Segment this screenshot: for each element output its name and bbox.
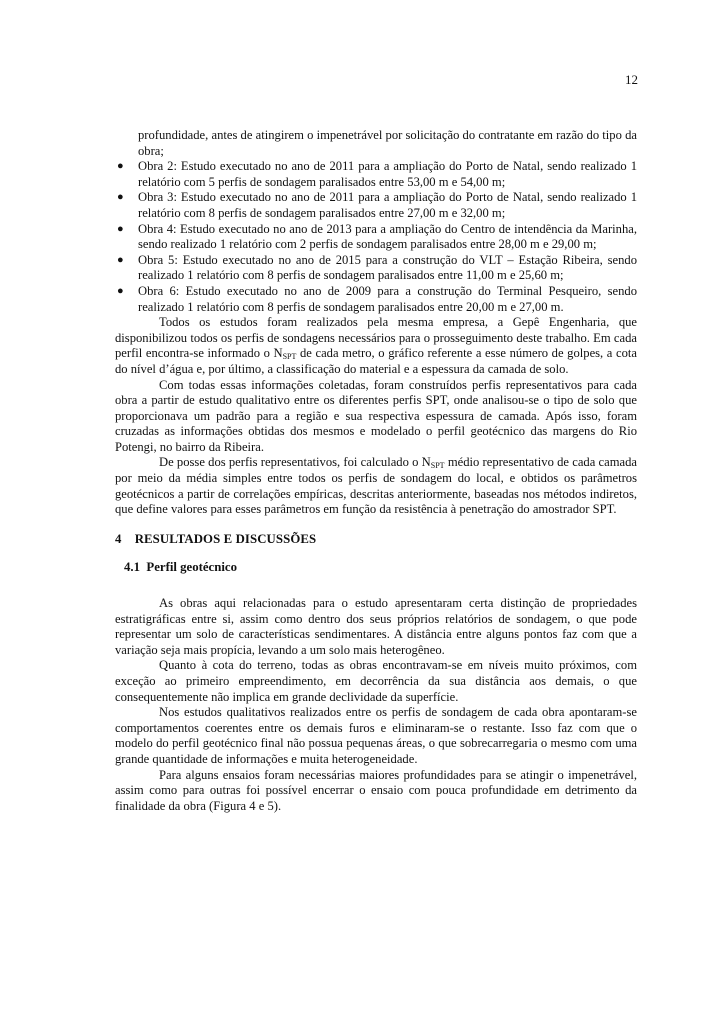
list-item (115, 253, 637, 284)
bullet-icon: ● (117, 253, 124, 266)
list-item-text: Obra 5: Estudo executado no ano de 2015 para a construção do VLT – Estação Ribeira, sendo realizado 1 relatório com 8 perfis de sondagem paralisados entre 11,00 m e 25,60 m; (138, 252, 637, 283)
bullet-icon: ● (117, 284, 124, 297)
paragraph-text: Todos os estudos foram realizados pela mesma empresa, a Gepê Engenharia, que disponibilizou todos os perfis de sondagens necessários para o prosseguimento deste trabalho. Em cada perfil encontra-se informado o N (115, 315, 637, 361)
paragraph-obras: As obras aqui relacionadas para o estudo apresentaram certa distinção de propriedades estratigráficas entre si, assim como dentro dos seus próprios relatórios de sondagem, o que pode representar um solo de características sendimentares. A distância entre alguns pontos faz com que a variação seja mais propícia, levando a um solo mais heterogêneo. (115, 596, 637, 657)
section-heading: 4 RESULTADOS E DISCUSSÕES (115, 531, 317, 546)
paragraph-nspt (115, 455, 637, 517)
bullet-icon: ● (117, 191, 124, 204)
paragraph-text: De posse dos perfis representativos, foi calculado o N (159, 455, 431, 470)
list-item (115, 190, 637, 221)
paragraph-empresa (115, 315, 637, 377)
list-item (115, 222, 637, 253)
list-item-text: Obra 4: Estudo executado no ano de 2013 para a ampliação do Centro de intendência da Marinha, sendo realizado 1 relatório com 2 perfis de sondagem paralisados entre 28,00 m e 29,00 m; (138, 221, 637, 252)
page-content (115, 128, 637, 814)
obras-list (115, 128, 637, 315)
paragraph-text: de cada metro, o gráfico referente a esse número de golpes, a cota do nível d’água e, por último, a classificação do material e a espessura da camada de solo. (115, 346, 637, 376)
subsection-heading: 4.1 Perfil geotécnico (124, 560, 237, 575)
list-item-text: Obra 3: Estudo executado no ano de 2011 para a ampliação do Porto de Natal, sendo realizado 1 relatório com 8 perfis de sondagem paralisados entre 27,00 m e 32,00 m; (138, 190, 637, 220)
list-continuation (115, 128, 637, 159)
bullet-icon: ● (117, 160, 124, 173)
paragraph-qualitativos: Nos estudos qualitativos realizados entre os perfis de sondagem de cada obra apontaram-se comportamentos coerentes entre os demais furos e eliminaram-se o restante. Isso faz com que o modelo do perfil geotécnico final não possua pequenas áreas, o que sobrecarregaria o mesmo com uma grande quantidade de informações e muita heterogeneidade. (115, 705, 637, 766)
paragraph-text: médio representativo de cada camada por meio da média simples entre todos os perfis de sondagem do local, e obtidos os parâmetros geotécnicos a partir de correlações empíricas, descritas anteriormente, baseadas nos métodos indiretos, que define valores para esses parâmetros em função da resistência à penetração do amostrador SPT. (115, 455, 637, 517)
paragraph-ensaios: Para alguns ensaios foram necessárias maiores profundidades para se atingir o impenetrável, assim como para outras foi possível encerrar o ensaio com pouca profundidade em detrimento da finalidade da obra (Figura 4 e 5). (115, 767, 637, 813)
page-number: 12 (625, 72, 638, 87)
paragraph-perfis: Com todas essas informações coletadas, foram construídos perfis representativos para cada obra a partir de estudo qualitativo entre os diferentes perfis SPT, onde analisou-se o tipo de solo que proporcionava um padrão para a região e sua respectiva espessura de camada. Após isso, foram cruzadas as informações obtidas dos mesmos e modelado o perfil geotécnico das margens do Rio Potengi, no bairro da Ribeira. (115, 377, 637, 454)
list-item (115, 284, 637, 315)
subscript-spt: SPT (282, 352, 297, 362)
list-item (115, 159, 637, 190)
subscript-spt: SPT (430, 461, 445, 471)
paragraph-cota: Quanto à cota do terreno, todas as obras encontravam-se em níveis muito próximos, com exceção ao primeiro empreendimento, em decorrência da sua distância aos demais, o que consequentemente não implica em grande declividade da superfície. (115, 658, 637, 704)
list-item-text: Obra 2: Estudo executado no ano de 2011 para a ampliação do Porto de Natal, sendo realizado 1 relatório com 5 perfis de sondagem paralisados entre 53,00 m e 54,00 m; (138, 159, 637, 189)
list-item-text: Obra 6: Estudo executado no ano de 2009 para a construção do Terminal Pesqueiro, sendo realizado 1 relatório com 8 perfis de sondagem paralisados entre 20,00 m e 27,00 m. (138, 283, 637, 314)
bullet-icon: ● (117, 222, 124, 235)
list-continuation-text: profundidade, antes de atingirem o impenetrável por solicitação do contratante em razão do tipo da obra; (138, 128, 637, 158)
